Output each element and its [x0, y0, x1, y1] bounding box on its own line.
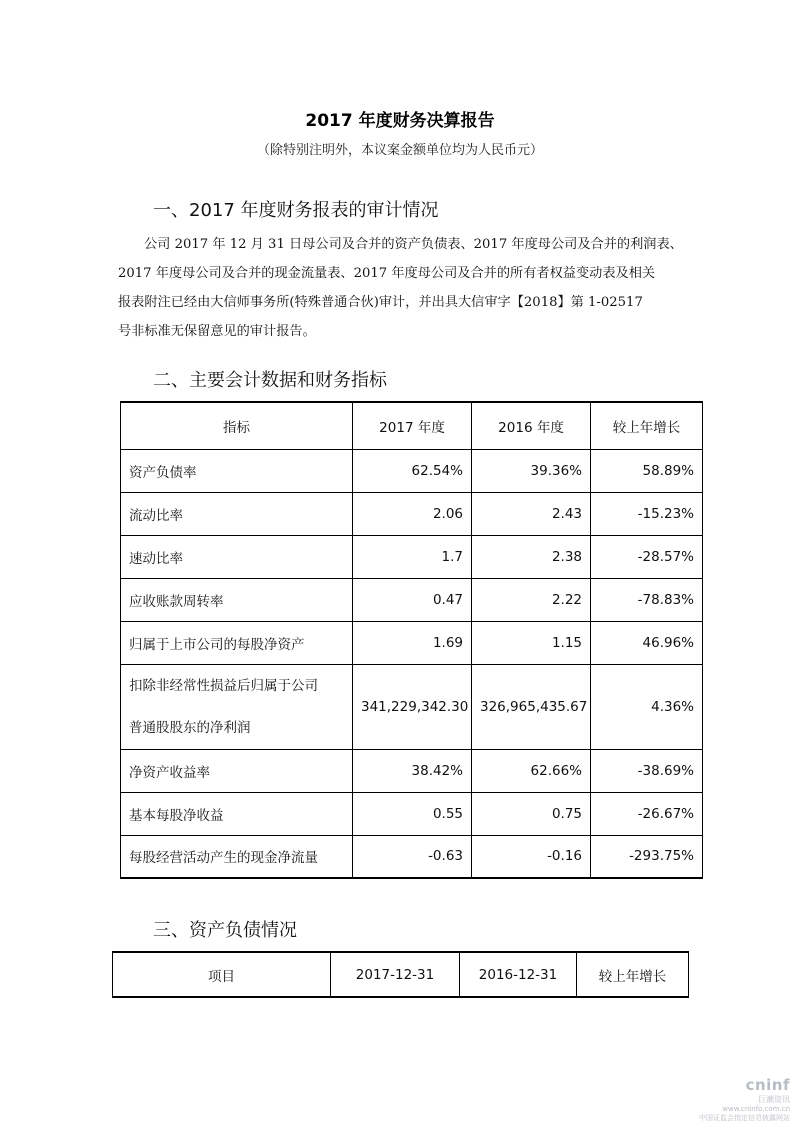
row-label: 应收账款周转率	[121, 578, 353, 621]
header-growth: 较上年增长	[577, 952, 689, 997]
cell-growth: -78.83%	[591, 578, 703, 621]
audit-line-2: 2017 年度母公司及合并的现金流量表、2017 年度母公司及合并的所有者权益变动表及相关	[118, 266, 656, 281]
table-row	[121, 535, 703, 578]
section-2-heading: 二、主要会计数据和财务指标	[153, 370, 387, 391]
watermark-cn: 巨潮资讯	[758, 1095, 790, 1104]
watermark-url: www.cninfo.com.cn	[722, 1105, 790, 1113]
cell-growth: -38.69%	[591, 749, 703, 792]
header-2017-12-31: 2017-12-31	[331, 952, 460, 997]
cell-2017: 0.55	[353, 792, 472, 835]
cell-2016: 0.75	[472, 792, 591, 835]
row-label: 每股经营活动产生的现金净流量	[121, 835, 353, 878]
table-row	[121, 492, 703, 535]
header-item: 项目	[113, 952, 331, 997]
header-growth: 较上年增长	[591, 402, 703, 449]
header-indicator: 指标	[121, 402, 353, 449]
cell-2016: 2.22	[472, 578, 591, 621]
row-label: 净资产收益率	[121, 749, 353, 792]
section-3-heading: 三、资产负债情况	[153, 920, 297, 941]
header-2017: 2017 年度	[353, 402, 472, 449]
cell-2016: 2.43	[472, 492, 591, 535]
cell-2016: 62.66%	[472, 749, 591, 792]
cell-2017: 1.7	[353, 535, 472, 578]
table-header-row	[121, 402, 703, 449]
cell-2017: 38.42%	[353, 749, 472, 792]
cell-2017: -0.63	[353, 835, 472, 878]
cninfo-logo: cninf	[745, 1076, 790, 1094]
table-row	[121, 664, 703, 749]
cell-2016: 2.38	[472, 535, 591, 578]
row-label-line-1: 扣除非经常性损益后归属于公司	[129, 677, 318, 694]
financial-indicators-table	[120, 401, 703, 879]
row-label: 速动比率	[121, 535, 353, 578]
table-row	[121, 621, 703, 664]
cell-2017: 2.06	[353, 492, 472, 535]
cell-growth: 46.96%	[591, 621, 703, 664]
cell-growth: -28.57%	[591, 535, 703, 578]
cell-growth: -293.75%	[591, 835, 703, 878]
cell-2017: 0.47	[353, 578, 472, 621]
row-label: 基本每股净收益	[121, 792, 353, 835]
report-subtitle: （除特别注明外，本议案金额单位均为人民币元）	[256, 143, 543, 158]
cell-2017: 62.54%	[353, 449, 472, 492]
cell-2017: 341,229,342.30	[353, 664, 472, 749]
row-label: 资产负债率	[121, 449, 353, 492]
report-title: 2017 年度财务决算报告	[305, 111, 495, 131]
row-label: 归属于上市公司的每股净资产	[121, 621, 353, 664]
header-2016: 2016 年度	[472, 402, 591, 449]
audit-paragraph	[118, 230, 686, 346]
table-row	[121, 749, 703, 792]
audit-line-3: 报表附注已经由大信师事务所(特殊普通合伙)审计，并出具大信审字【2018】第 1-02517	[118, 295, 643, 310]
table-row	[121, 578, 703, 621]
audit-line-4: 号非标准无保留意见的审计报告。	[118, 324, 316, 339]
audit-line-1: 公司 2017 年 12 月 31 日母公司及合并的资产负债表、2017 年度母公司及合并的利润表、	[144, 237, 683, 252]
cell-growth: -26.67%	[591, 792, 703, 835]
row-label	[121, 664, 353, 749]
table-header-row	[113, 952, 689, 997]
cell-2016: 39.36%	[472, 449, 591, 492]
cell-growth: -15.23%	[591, 492, 703, 535]
table-row	[121, 835, 703, 878]
section-1-heading: 一、2017 年度财务报表的审计情况	[153, 200, 439, 221]
balance-sheet-table	[112, 951, 689, 998]
row-label-line-2: 普通股股东的净利润	[129, 719, 251, 736]
table-row	[121, 792, 703, 835]
row-label: 流动比率	[121, 492, 353, 535]
cninfo-watermark	[680, 1076, 790, 1123]
cell-2016: 1.15	[472, 621, 591, 664]
cell-growth: 4.36%	[591, 664, 703, 749]
watermark-org: 中国证监会指定信息披露网站	[699, 1114, 790, 1122]
header-2016-12-31: 2016-12-31	[460, 952, 577, 997]
cell-2017: 1.69	[353, 621, 472, 664]
cell-2016: 326,965,435.67	[472, 664, 591, 749]
cell-growth: 58.89%	[591, 449, 703, 492]
cell-2016: -0.16	[472, 835, 591, 878]
table-row	[121, 449, 703, 492]
